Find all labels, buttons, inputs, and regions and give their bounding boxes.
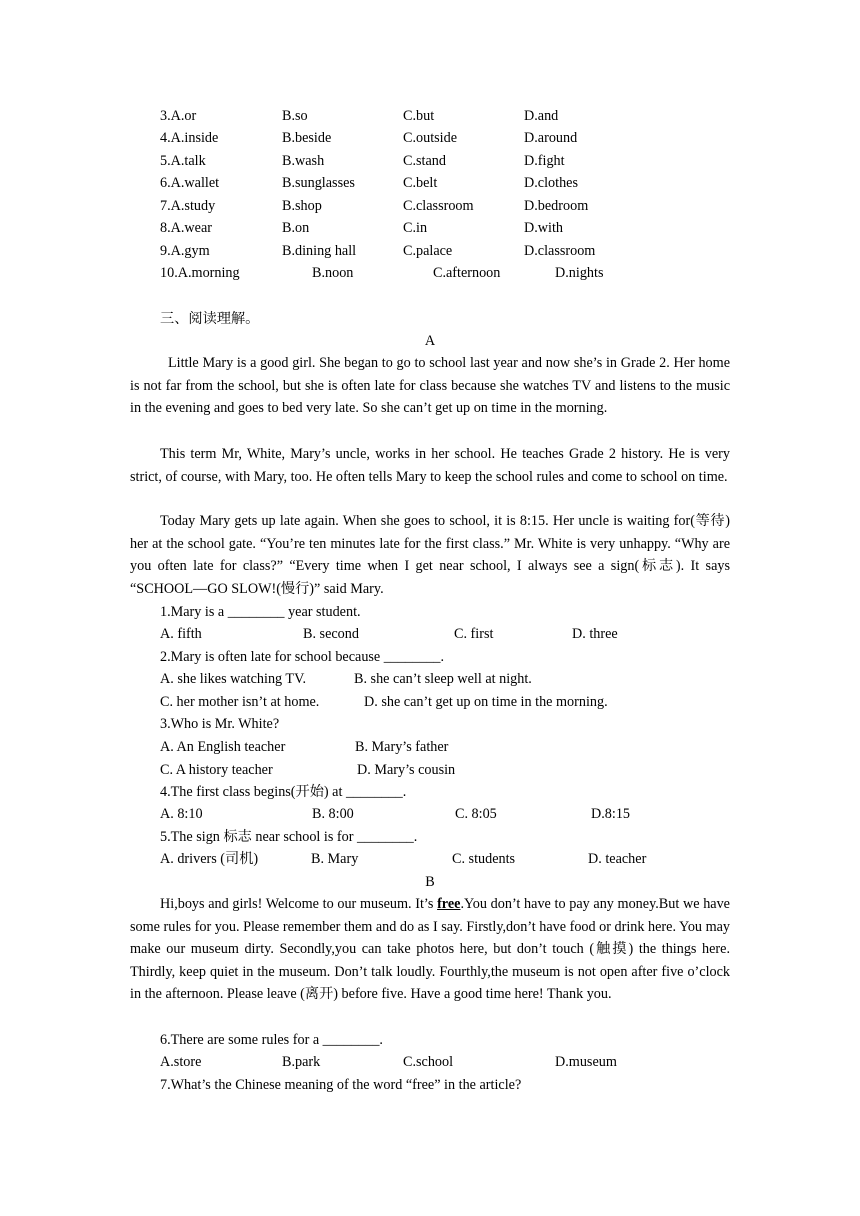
option-a: 5.A.talk — [160, 153, 206, 169]
option-d: D.bedroom — [524, 198, 589, 214]
option-c: C.belt — [403, 175, 438, 191]
passage-a-paragraph-2: This term Mr, White, Mary’s uncle, works in her school. He teaches Grade 2 history. He is very strict, of course, with Mary, too. He often tells Mary to keep the school rules and come to school on time. — [130, 446, 730, 485]
passage-a-label: A — [424, 333, 436, 349]
option-c: C.stand — [403, 153, 446, 169]
option-b: B.wash — [282, 153, 325, 169]
option-c: C.but — [403, 108, 435, 124]
section-title: 三、阅读理解。 — [160, 311, 260, 327]
passage-b-paragraph — [130, 893, 730, 1006]
option-d: D. teacher — [588, 851, 647, 867]
option-d: D. she can’t get up on time in the morning. — [364, 694, 608, 710]
option-a: 4.A.inside — [160, 130, 219, 146]
option-a: 9.A.gym — [160, 243, 210, 259]
option-c: C.outside — [403, 130, 457, 146]
option-b: B.park — [282, 1054, 321, 1070]
option-b: B. 8:00 — [312, 806, 354, 822]
option-b: B. Mary’s father — [355, 739, 449, 755]
option-a: A.store — [160, 1054, 202, 1070]
option-d: D.museum — [555, 1054, 617, 1070]
question-4: 4.The first class begins(开始) at ________. — [160, 784, 407, 800]
option-a: 8.A.wear — [160, 220, 212, 236]
option-d: D. three — [572, 626, 618, 642]
option-c: C. her mother isn’t at home. — [160, 694, 320, 710]
passage-a-paragraph-3: Today Mary gets up late again. When she goes to school, it is 8:15. Her uncle is waiting for(等待) her at the school gate. “You’re ten minutes late for the first class.” Mr. White is very unhappy. “Why are you often late for class?” “Every time when I get near school, I always see a sign(标志). It says “SCHOOL—GO SLOW!(慢行)” said Mary. — [130, 513, 730, 597]
option-b: B. Mary — [311, 851, 359, 867]
option-c: C.school — [403, 1054, 454, 1070]
option-b: B.dining hall — [282, 243, 357, 259]
option-b: B.beside — [282, 130, 332, 146]
passage-b-text-start: Hi,boys and girls! Welcome to our museum. It’s — [160, 896, 438, 912]
option-c: C. first — [454, 626, 494, 642]
option-b: B.so — [282, 108, 308, 124]
option-a: A. 8:10 — [160, 806, 203, 822]
option-b: B. second — [303, 626, 359, 642]
question-1: 1.Mary is a ________ year student. — [160, 604, 361, 620]
option-c: C.palace — [403, 243, 453, 259]
question-7: 7.What’s the Chinese meaning of the word “free” in the article? — [160, 1077, 522, 1093]
option-a: A. An English teacher — [160, 739, 286, 755]
option-d: D.nights — [555, 265, 604, 281]
option-d: D.around — [524, 130, 578, 146]
option-c: C.classroom — [403, 198, 474, 214]
option-b: B.sunglasses — [282, 175, 355, 191]
option-c: C. 8:05 — [455, 806, 497, 822]
passage-a-paragraph-1: Little Mary is a good girl. She began to go to school last year and now she’s in Grade 2. Her home is not far from the school, but she is often late for class because she watches TV and listens to the music in the evening and goes to bed very late. So she can’t get up on time in the morning. — [130, 355, 730, 417]
option-c: C.afternoon — [433, 265, 501, 281]
option-a: A. she likes watching TV. — [160, 671, 307, 687]
option-d: D.with — [524, 220, 564, 236]
option-d: D.8:15 — [591, 806, 631, 822]
option-d: D.classroom — [524, 243, 596, 259]
option-b: B. she can’t sleep well at night. — [354, 671, 532, 687]
question-3: 3.Who is Mr. White? — [160, 716, 280, 732]
option-d: D.clothes — [524, 175, 578, 191]
option-b: B.noon — [312, 265, 354, 281]
option-c: C. A history teacher — [160, 762, 273, 778]
question-6: 6.There are some rules for a ________. — [160, 1032, 383, 1048]
option-a: 7.A.study — [160, 198, 216, 214]
highlighted-word-free: free — [437, 896, 461, 912]
question-2: 2.Mary is often late for school because ________. — [160, 649, 445, 665]
option-b: B.on — [282, 220, 310, 236]
option-c: C. students — [452, 851, 516, 867]
option-a: A. fifth — [160, 626, 202, 642]
option-c: C.in — [403, 220, 428, 236]
passage-b-label: B — [425, 874, 435, 890]
option-d: D. Mary’s cousin — [357, 762, 456, 778]
passage-b-text-rest: .You don’t have to pay any money.But we have some rules for you. Please remember them and do as I say. Firstly,don’t have food or drink here. You may make our museum dirty. Secondly,you can take photos here, but don’t touch (触摸) the things here. Thirdly, keep quiet in the museum. Don’t talk loudly. Fourthly,the museum is not open after five o’clock in the afternoon. Please leave (离开) before five. Have a good time here! Thank you. — [130, 896, 730, 1003]
option-a: 6.A.wallet — [160, 175, 220, 191]
option-a: 3.A.or — [160, 108, 197, 124]
option-a: A. drivers (司机) — [160, 851, 259, 867]
option-b: B.shop — [282, 198, 322, 214]
option-d: D.and — [524, 108, 559, 124]
option-a: 10.A.morning — [160, 265, 240, 281]
option-d: D.fight — [524, 153, 565, 169]
question-5: 5.The sign 标志 near school is for ________. — [160, 829, 418, 845]
